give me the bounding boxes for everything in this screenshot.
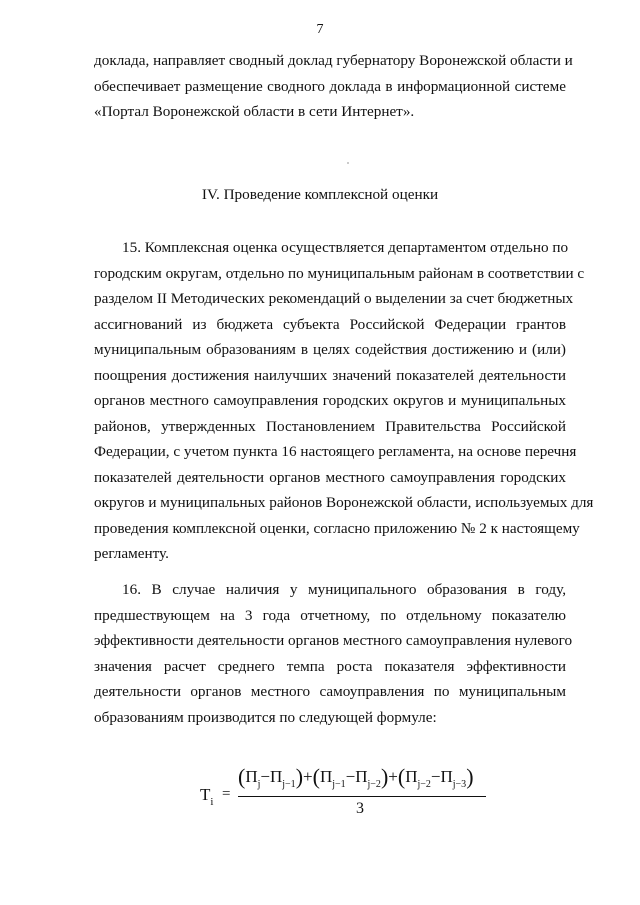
text-line: округов и муниципальных районов Воронежской области, используемых для [94, 494, 594, 511]
text-line: деятельности органов местного самоуправления по муниципальным [94, 683, 566, 700]
text-line: ассигнований из бюджета субъекта Российской Федерации грантов [94, 315, 566, 333]
scan-speck [347, 162, 349, 164]
text-line: городским округам, отдельно по муниципальным районам в соответствии с [94, 264, 585, 282]
text-line: обеспечивает размещение сводного доклада в информационной системе [94, 77, 566, 95]
fraction-bar [238, 796, 486, 797]
paragraph-15 [94, 235, 594, 567]
text-line: предшествующем на 3 года отчетному, по отдельному показателю [94, 606, 566, 624]
page-number: 7 [316, 22, 324, 37]
formula-equals: = [222, 786, 231, 802]
text-line: Федерации, с учетом пункта 16 настоящего регламента, на основе перечня [94, 443, 577, 460]
text-line: органов местного самоуправления городских округов и муниципальных [94, 392, 566, 409]
text-line: образованиям производится по следующей формуле: [94, 708, 437, 726]
formula-numerator: $(П_j-П_{j-1})+(П_{j-1}-П_{j-2})+(П_{j-2}-П_{j-3})$ [238, 764, 474, 790]
growth-rate-formula [200, 762, 500, 832]
formula-lhs: $T_i$ [200, 785, 214, 808]
text-line: поощрения достижения наилучших значений показателей деятельности [94, 366, 566, 384]
text-line: районов, утвержденных Постановлением Правительства Российской [94, 417, 566, 435]
text-line: регламенту. [94, 545, 169, 562]
text-line: «Портал Воронежской области в сети Интернет». [94, 103, 415, 120]
intro-paragraph [94, 48, 573, 125]
text-line: проведения комплексной оценки, согласно приложению № 2 к настоящему [94, 519, 580, 537]
formula-denominator: 3 [356, 800, 364, 817]
section-heading: IV. Проведение комплексной оценки [201, 186, 439, 203]
text-line: 16. В случае наличия у муниципального образования в году, [122, 581, 566, 598]
text-line: доклада, направляет сводный доклад губернатору Воронежской области и [94, 52, 573, 69]
text-line: значения расчет среднего темпа роста показателя эффективности [94, 657, 566, 675]
text-line: показателей деятельности органов местного самоуправления городских [94, 468, 566, 486]
paragraph-16 [94, 577, 573, 730]
text-line: эффективности деятельности органов местного самоуправления нулевого [94, 632, 573, 649]
text-line: разделом II Методических рекомендаций о выделении за счет бюджетных [94, 290, 574, 307]
text-line: 15. Комплексная оценка осуществляется департаментом отдельно по [122, 239, 569, 256]
text-line: муниципальным образованиям в целях содействия достижению и (или) [94, 341, 566, 358]
